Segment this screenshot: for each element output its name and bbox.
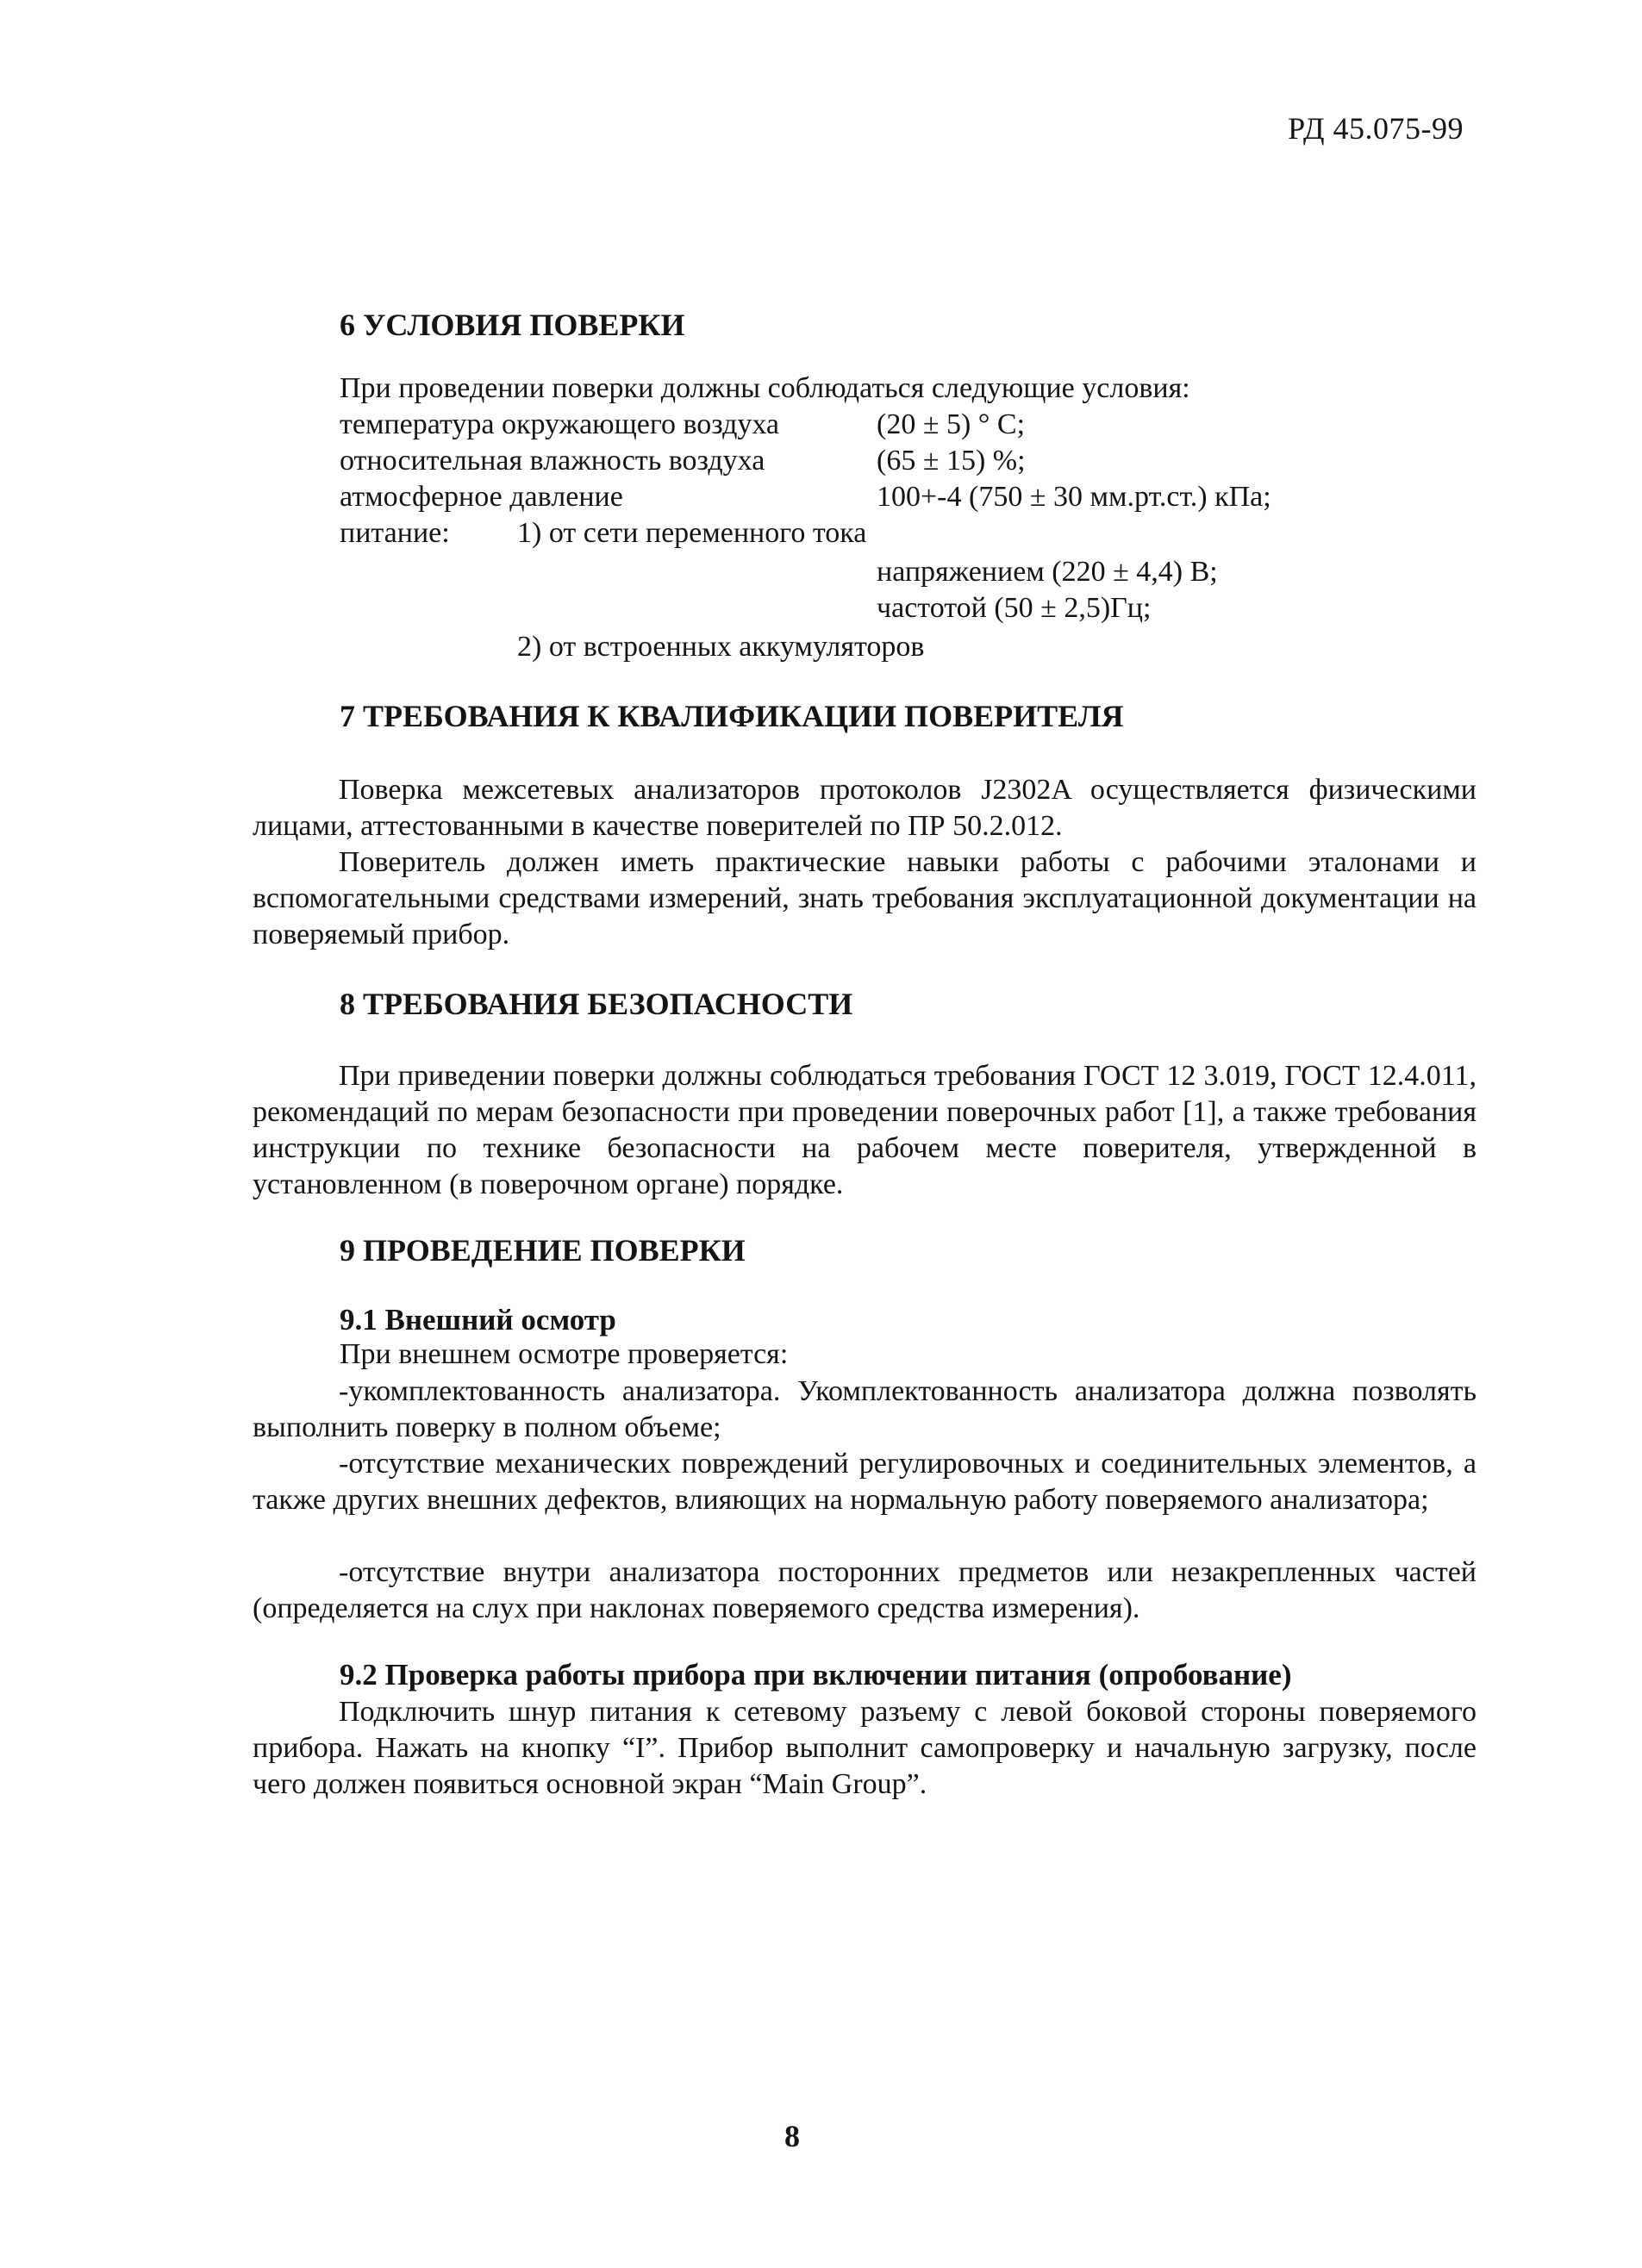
inspection-item-2-text: -отсутствие механических повреждений регулировочных и соединительных элементов, а также других внешних дефектов, влияющих на нормальную работу поверяемого анализатора;	[253, 1448, 1477, 1516]
inspection-item-1-text: -укомплектованность анализатора. Укомплектованность анализатора должна позволять выполнить поверку в полном объеме;	[253, 1375, 1477, 1443]
section-7-paragraph-2	[253, 844, 1477, 953]
section-8-paragraph	[253, 1058, 1477, 1203]
section-6-heading: 6 УСЛОВИЯ ПОВЕРКИ	[340, 308, 685, 342]
inspection-item-3-text: -отсутствие внутри анализатора посторонних предметов или незакрепленных частей (определяется на слух при наклонах поверяемого средства измерения).	[253, 1556, 1477, 1624]
power-source-1: 1) от сети переменного тока	[517, 517, 867, 549]
section-7-paragraph-1-text: Поверка межсетевых анализаторов протоколов J2302A осуществляется физическими лицами, аттестованными в качестве поверителей по ПР 50.2.012.	[253, 774, 1477, 842]
inspection-item-1	[253, 1374, 1477, 1446]
inspection-item-2	[253, 1446, 1477, 1518]
section-9-heading: 9 ПРОВЕДЕНИЕ ПОВЕРКИ	[340, 1233, 746, 1268]
subsection-9-2-paragraph	[253, 1694, 1477, 1803]
power-label: питание:	[340, 517, 450, 549]
section-8-heading: 8 ТРЕБОВАНИЯ БЕЗОПАСНОСТИ	[340, 987, 853, 1021]
condition-pressure-label: атмосферное давление	[340, 481, 623, 513]
power-source-2: 2) от встроенных аккумуляторов	[517, 631, 925, 663]
section-6-intro: При проведении поверки должны соблюдаться следующие условия:	[340, 372, 1190, 404]
condition-temperature-label: температура окружающего воздуха	[340, 408, 780, 440]
subsection-9-1-heading: 9.1 Внешний осмотр	[340, 1303, 616, 1336]
section-7-heading: 7 ТРЕБОВАНИЯ К КВАЛИФИКАЦИИ ПОВЕРИТЕЛЯ	[340, 699, 1124, 733]
condition-humidity-label: относительная влажность воздуха	[340, 445, 765, 477]
subsection-9-2-heading: 9.2 Проверка работы прибора при включении питания (опробование)	[340, 1658, 1292, 1692]
condition-temperature-value: (20 ± 5) ° С;	[877, 408, 1026, 440]
section-8-paragraph-text: При приведении поверки должны соблюдаться требования ГОСТ 12 3.019, ГОСТ 12.4.011, рекомендаций по мерам безопасности при проведении поверочных работ [1], а также требования инструкции по технике безопасности на рабочем месте поверителя, утвержденной в установленном (в поверочном органе) порядке.	[253, 1060, 1477, 1200]
subsection-9-2-paragraph-text: Подключить шнур питания к сетевому разъему с левой боковой стороны поверяемого прибора. Нажать на кнопку “I”. Прибор выполнит самопроверку и начальную загрузку, после чего должен появиться основной экран “Main Group”.	[253, 1696, 1477, 1800]
condition-humidity-value: (65 ± 15) %;	[877, 445, 1026, 477]
section-7-paragraph-2-text: Поверитель должен иметь практические навыки работы с рабочими эталонами и вспомогательными средствами измерений, знать требования эксплуатационной документации на поверяемый прибор.	[253, 846, 1477, 950]
subsection-9-1-intro: При внешнем осмотре проверяется:	[340, 1338, 789, 1370]
power-frequency: частотой (50 ± 2,5)Гц;	[877, 592, 1152, 624]
document-code: РД 45.075-99	[1288, 111, 1464, 146]
condition-pressure-value: 100+-4 (750 ± 30 мм.рт.ст.) кПа;	[877, 481, 1271, 513]
inspection-item-3	[253, 1555, 1477, 1627]
page-number: 8	[784, 2119, 800, 2153]
power-voltage: напряжением (220 ± 4,4) В;	[877, 556, 1218, 588]
section-7-paragraph-1	[253, 772, 1477, 844]
